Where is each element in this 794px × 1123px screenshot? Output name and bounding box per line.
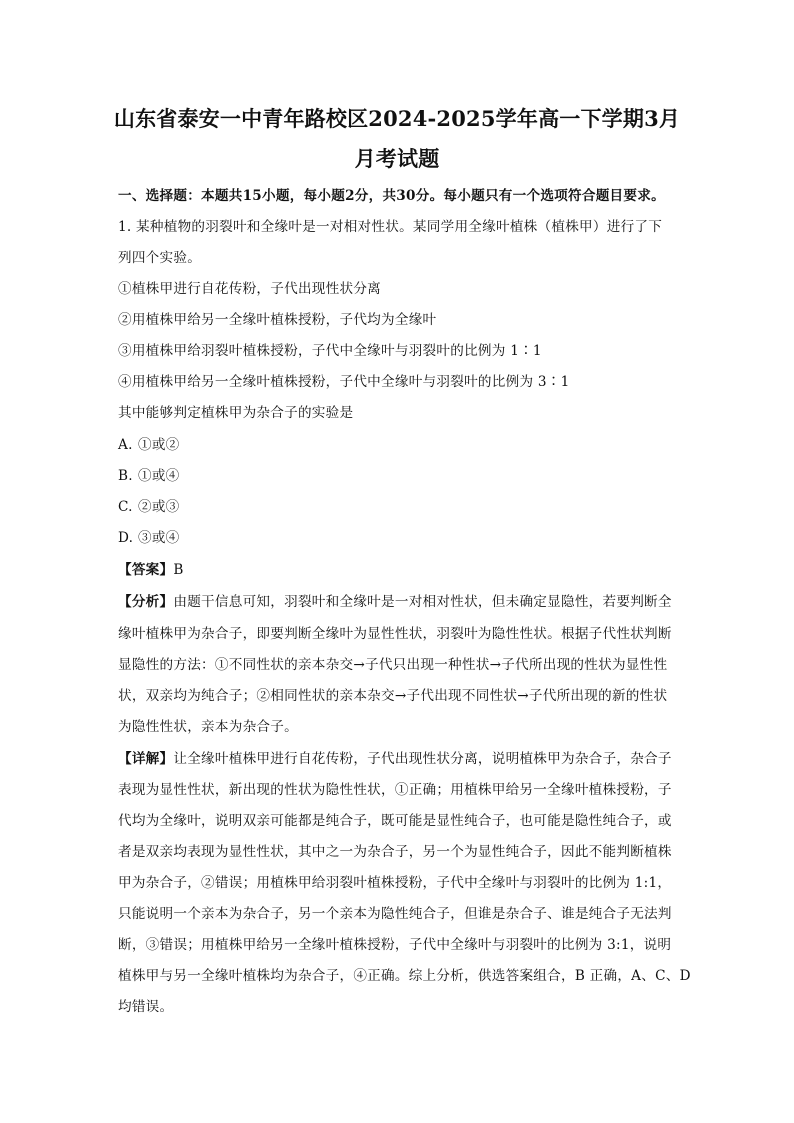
option-a [118,435,180,455]
analysis-line: 为隐性性状，亲本为杂合子。 [118,719,298,735]
answer-line [118,560,184,580]
section-heading: 一、选择题：本题共15小题，每小题2分，共30分。每小题只有一个选项符合题目要求。 [118,188,665,204]
detail-line: 只能说明一个亲本为杂合子，另一个亲本为隐性纯合子，但谁是杂合子、谁是纯合子无法判 [118,906,672,922]
experiment-item: ③用植株甲给羽裂叶植株授粉，子代中全缘叶与羽裂叶的比例为 1∶1 [118,343,542,359]
detail-text: 让全缘叶植株甲进行自花传粉，子代出现性状分离，说明植株甲为杂合子，杂合子 [173,751,672,767]
analysis-line: 状，双亲均为纯合子；②相同性状的亲本杂交→子代出现不同性状→子代所出现的新的性状 [118,688,668,704]
analysis-tag: 【分析】 [118,594,174,610]
option-text: ②或③ [138,499,180,515]
detail-line: 植株甲与另一全缘叶植株均为杂合子，④正确。综上分析，供选答案组合，B 正确，A、C、D [118,968,691,984]
option-text: ①或④ [138,468,180,484]
detail-line: 甲为杂合子，②错误；用植株甲给羽裂叶植株授粉，子代中全缘叶与羽裂叶的比例为 1:1， [118,875,672,891]
document-title-line2: 月考试题 [354,146,440,171]
experiment-item: ④用植株甲给另一全缘叶植株授粉，子代中全缘叶与羽裂叶的比例为 3∶1 [118,374,570,390]
experiment-item: ②用植株甲给另一全缘叶植株授粉，子代均为全缘叶 [118,312,437,328]
analysis-line: 显隐性的方法：①不同性状的亲本杂交→子代只出现一种性状→子代所出现的性状为显性性 [118,657,668,673]
option-letter: D. [118,530,134,546]
detail-line: 表现为显性性状，新出现的性状为隐性性状，①正确；用植株甲给另一全缘叶植株授粉，子 [118,782,672,798]
detail-line: 断，③错误；用植株甲给另一全缘叶植株授粉，子代中全缘叶与羽裂叶的比例为 3:1，说明 [118,937,672,953]
option-b [118,466,180,486]
answer-tag: 【答案】 [118,562,174,578]
option-text: ①或② [138,437,180,453]
experiment-item: ①植株甲进行自花传粉，子代出现性状分离 [118,281,382,297]
option-c [118,497,180,517]
question-prompt: 其中能够判定植株甲为杂合子的实验是 [118,405,354,421]
analysis-line: 缘叶植株甲为杂合子，即要判断全缘叶为显性性状，羽裂叶为隐性性状。根据子代性状判断 [118,626,672,642]
analysis-text: 由题干信息可知，羽裂叶和全缘叶是一对相对性状，但未确定显隐性，若要判断全 [173,594,672,610]
answer-value: B [173,562,184,578]
detail-line: 均错误。 [118,999,174,1015]
document-title-line1: 山东省泰安一中青年路校区2024-2025学年高一下学期3月 [113,106,681,131]
analysis-line [118,592,672,612]
question-stem-line1: 1. 某种植物的羽裂叶和全缘叶是一对相对性状。某同学用全缘叶植株（植株甲）进行了下 [118,219,663,235]
option-letter: B. [118,468,133,484]
option-d [118,528,180,548]
detail-line [118,749,672,769]
option-letter: A. [118,437,133,453]
question-stem-line2: 列四个实验。 [118,250,202,266]
option-text: ③或④ [138,530,180,546]
detail-line: 代均为全缘叶，说明双亲可能都是纯合子，既可能是显性纯合子，也可能是隐性纯合子，或 [118,813,672,829]
option-letter: C. [118,499,133,515]
detail-line: 者是双亲均表现为显性性状，其中之一为杂合子，另一个为显性纯合子，因此不能判断植株 [118,844,672,860]
detail-tag: 【详解】 [118,751,174,767]
